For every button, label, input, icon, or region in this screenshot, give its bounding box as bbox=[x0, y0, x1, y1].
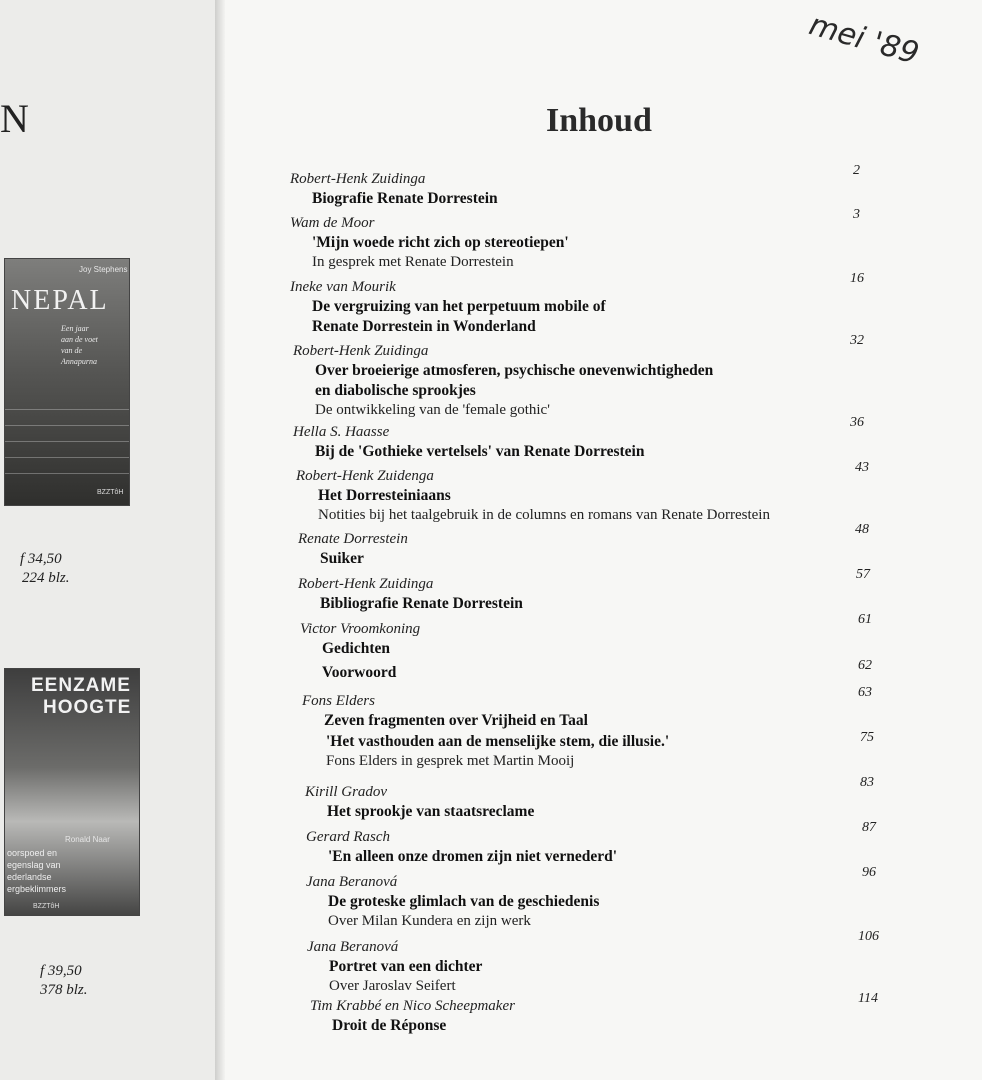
toc-title: 'Het vasthouden aan de menselijke stem, die illusie.' bbox=[326, 733, 670, 750]
toc-title: Het Dorresteiniaans bbox=[318, 487, 451, 504]
toc-entry bbox=[298, 530, 408, 569]
toc-author: Hella S. Haasse bbox=[293, 424, 390, 440]
toc-page-number: 87 bbox=[862, 820, 876, 835]
toc-page-number: 57 bbox=[856, 567, 870, 582]
toc-page-number: 2 bbox=[853, 163, 860, 178]
toc-title: en diabolische sprookjes bbox=[315, 382, 476, 399]
toc-author: Renate Dorrestein bbox=[298, 531, 408, 547]
toc-entry bbox=[300, 663, 396, 683]
toc-author: Wam de Moor bbox=[290, 215, 375, 231]
toc-title: Biografie Renate Dorrestein bbox=[312, 190, 498, 207]
toc-page-number: 16 bbox=[850, 271, 864, 286]
cover-author: Joy Stephens bbox=[79, 265, 128, 274]
toc-entry bbox=[290, 278, 606, 337]
toc-entry bbox=[296, 467, 770, 525]
cover-publisher: BZZTôH bbox=[97, 489, 124, 496]
toc-title: Portret van een dichter bbox=[329, 958, 483, 975]
toc-author: Victor Vroomkoning bbox=[300, 621, 421, 637]
book-gutter bbox=[215, 0, 225, 1080]
toc-title: Droit de Réponse bbox=[332, 1017, 447, 1034]
toc-subtitle: Notities bij het taalgebruik in de columns en romans van Renate Dorrestein bbox=[318, 507, 770, 523]
cover-title: NEPAL bbox=[11, 285, 109, 316]
toc-entry bbox=[298, 575, 523, 614]
toc-entry bbox=[306, 828, 617, 867]
page-edge-letter: N bbox=[0, 96, 29, 141]
left-page bbox=[0, 0, 215, 1080]
toc-author: Jana Beranová bbox=[306, 874, 398, 890]
toc-page-number: 83 bbox=[860, 775, 874, 790]
toc-title: 'En alleen onze dromen zijn niet vernederd' bbox=[328, 848, 618, 865]
cover-title-line-2: HOOGTE bbox=[43, 697, 132, 718]
toc-title: Bij de 'Gothieke vertelsels' van Renate Dorrestein bbox=[315, 443, 645, 460]
toc-page-number: 61 bbox=[858, 612, 872, 627]
toc-title: Renate Dorrestein in Wonderland bbox=[312, 318, 536, 335]
toc-page-number: 48 bbox=[855, 522, 869, 537]
toc-author: Robert-Henk Zuidinga bbox=[298, 576, 434, 592]
toc-entry bbox=[306, 873, 599, 931]
toc-title: 'Mijn woede richt zich op stereotiepen' bbox=[312, 234, 569, 251]
cover-title-line-1: EENZAME bbox=[31, 675, 131, 696]
toc-subtitle: De ontwikkeling van de 'female gothic' bbox=[315, 402, 550, 418]
toc-author: Jana Beranová bbox=[307, 939, 399, 955]
toc-subtitle: Over Milan Kundera en zijn werk bbox=[328, 913, 531, 929]
book-pages: 224 blz. bbox=[22, 570, 70, 586]
toc-entry bbox=[305, 783, 534, 822]
toc-author: Fons Elders bbox=[302, 693, 375, 709]
toc-author: Gerard Rasch bbox=[306, 829, 391, 845]
toc-title: Gedichten bbox=[322, 640, 391, 657]
book-pages: 378 blz. bbox=[40, 982, 88, 998]
toc-entry bbox=[307, 938, 482, 996]
toc-author: Tim Krabbé en Nico Scheepmaker bbox=[310, 998, 515, 1014]
toc-page-number: 32 bbox=[850, 333, 864, 348]
cover-author: Ronald Naar bbox=[65, 835, 110, 844]
toc-entry bbox=[293, 423, 644, 462]
toc-title: Zeven fragmenten over Vrijheid en Taal bbox=[324, 712, 588, 729]
toc-author: Kirill Gradov bbox=[305, 784, 388, 800]
toc-page-number: 43 bbox=[855, 460, 869, 475]
toc-page-number: 106 bbox=[858, 929, 879, 944]
toc-entry bbox=[310, 997, 515, 1036]
toc-subtitle: Over Jaroslav Seifert bbox=[329, 978, 456, 994]
toc-page-number: 3 bbox=[853, 207, 860, 222]
toc-subtitle: In gesprek met Renate Dorrestein bbox=[312, 254, 514, 270]
toc-page-number: 75 bbox=[860, 730, 874, 745]
toc-entry bbox=[302, 692, 588, 731]
toc-title: De groteske glimlach van de geschiedenis bbox=[328, 893, 600, 910]
toc-page-number: 114 bbox=[858, 991, 878, 1006]
toc-title: Voorwoord bbox=[322, 664, 397, 681]
toc-title: Over broeierige atmosferen, psychische onevenwichtigheden bbox=[315, 362, 714, 379]
book-cover-eenzame-hoogte bbox=[4, 668, 140, 916]
toc-entry bbox=[300, 620, 420, 659]
page-title: Inhoud bbox=[546, 102, 652, 139]
toc-author: Robert-Henk Zuidinga bbox=[293, 343, 429, 359]
toc-author: Ineke van Mourik bbox=[290, 279, 396, 295]
toc-page-number: 36 bbox=[850, 415, 864, 430]
toc-page-number: 96 bbox=[862, 865, 876, 880]
book-price: f 39,50 bbox=[40, 963, 82, 979]
toc-entry bbox=[304, 732, 669, 771]
toc-entry bbox=[293, 342, 713, 420]
toc-page-number: 63 bbox=[858, 685, 872, 700]
book-cover-nepal bbox=[4, 258, 130, 506]
cover-subtitle: Een jaar aan de voet van de Annapurna bbox=[61, 324, 98, 366]
toc-entry bbox=[290, 214, 569, 272]
toc-title: De vergruizing van het perpetuum mobile of bbox=[312, 298, 606, 315]
toc-author: Robert-Henk Zuidenga bbox=[296, 468, 434, 484]
handwritten-annotation: mei '89 bbox=[805, 7, 923, 72]
toc-page-number: 62 bbox=[858, 658, 872, 673]
book-price: f 34,50 bbox=[20, 551, 62, 567]
toc-title: Bibliografie Renate Dorrestein bbox=[320, 595, 523, 612]
toc-title: Suiker bbox=[320, 550, 364, 567]
toc-entry bbox=[290, 170, 498, 209]
toc-author: Robert-Henk Zuidinga bbox=[290, 171, 426, 187]
cover-publisher: BZZTôH bbox=[33, 903, 60, 910]
cover-subtitle: oorspoed en egenslag van ederlandse ergbeklimmers bbox=[7, 848, 67, 894]
toc-title: Het sprookje van staatsreclame bbox=[327, 803, 535, 820]
toc-subtitle: Fons Elders in gesprek met Martin Mooij bbox=[326, 753, 575, 769]
